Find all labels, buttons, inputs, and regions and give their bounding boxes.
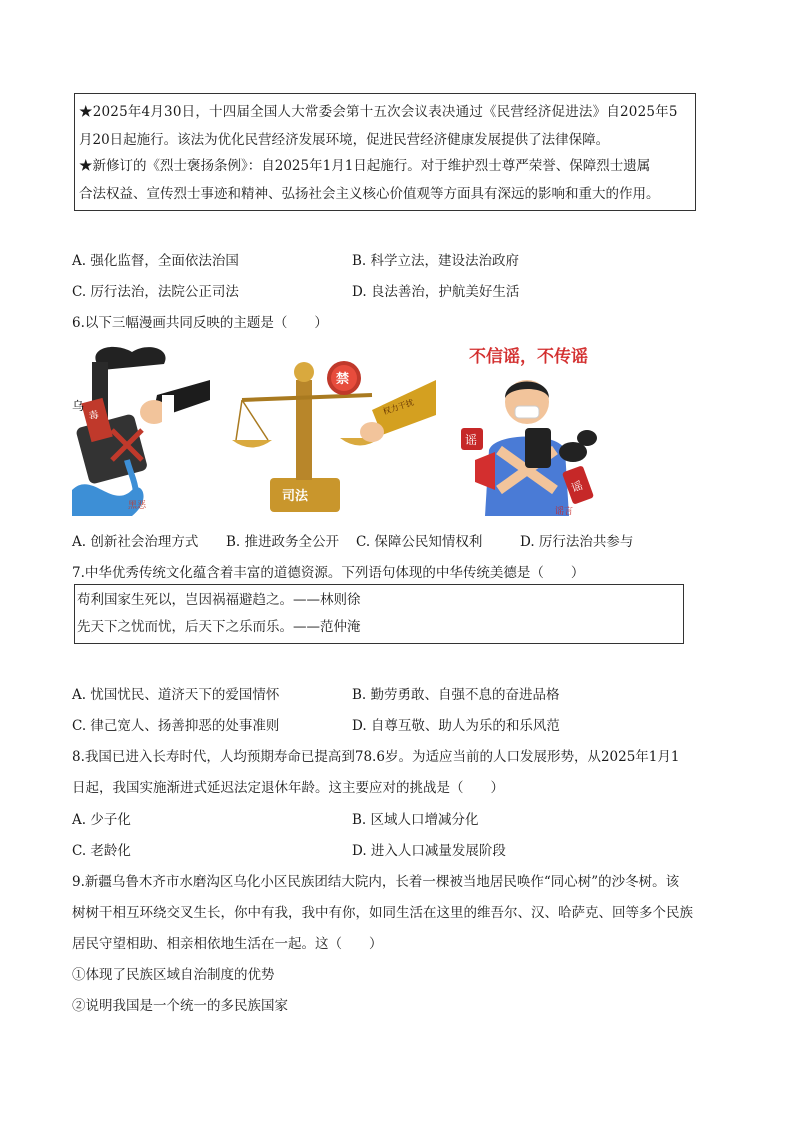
q7-stem: 7.中华优秀传统文化蕴含着丰富的道德资源。下列语句体现的中华传统美德是（ ） <box>72 565 585 581</box>
q5-material-line: 合法权益、宣传烈士事迹和精神、弘扬社会主义核心价值观等方面具有深远的影响和重大的作用。 <box>79 186 660 202</box>
q7-option-d: D. 自尊互敬、助人为乐的和乐风范 <box>352 718 560 734</box>
q5-option-d: D. 良法善治，护航美好生活 <box>352 284 520 300</box>
cartoon-justice-scale <box>232 340 436 516</box>
q8-option-b: B. 区域人口增减分化 <box>352 812 479 828</box>
q7-option-c: C. 律己宽人、扬善抑恶的处事准则 <box>72 718 280 734</box>
q9-stem-line: 居民守望相助、相亲相依地生活在一起。这（ ） <box>72 936 383 952</box>
cartoon3-label-rumors: 谣言 <box>555 507 574 516</box>
cartoon1-label-side: 乌 <box>72 399 85 413</box>
q8-option-a: A. 少子化 <box>72 812 131 828</box>
q8-stem-line: 日起，我国实施渐进式延迟法定退休年龄。这主要应对的挑战是（ ） <box>72 780 504 796</box>
cartoon2-label-power: 权力干扰 <box>381 397 416 417</box>
q5-option-a: A. 强化监督，全面依法治国 <box>72 253 239 269</box>
q8-option-d: D. 进入人口减量发展阶段 <box>352 843 506 859</box>
q5-material-box <box>74 93 696 211</box>
q8-option-c: C. 老龄化 <box>72 843 131 859</box>
q5-option-c: C. 厉行法治，法院公正司法 <box>72 284 239 300</box>
cartoon1-label-crime: 黑恶 <box>128 501 147 511</box>
q9-item: ①体现了民族区域自治制度的优势 <box>72 967 275 983</box>
q5-option-b: B. 科学立法，建设法治政府 <box>352 253 520 269</box>
cartoon1-label-poison: 毒 <box>87 409 101 423</box>
cartoon2-label-ban: 禁 <box>336 372 350 387</box>
q6-option-c: C. 保障公民知情权利 <box>356 534 483 550</box>
q5-material-line: ★2025年4月30日，十四届全国人大常委会第十五次会议表决通过《民营经济促进法》自2025年5 <box>79 104 678 120</box>
cartoon3-label-rumor: 谣 <box>465 433 478 447</box>
q7-quote-box <box>74 584 684 644</box>
q7-quote-line: 苟利国家生死以，岂因祸福避趋之。——林则徐 <box>77 592 361 608</box>
cartoon-anti-crime <box>72 340 210 516</box>
q5-material-line: 月20日起施行。该法为优化民营经济发展环境，促进民营经济健康发展提供了法律保障。 <box>79 132 610 148</box>
q5-material-line: ★新修订的《烈士褒扬条例》：自2025年1月1日起施行。对于维护烈士尊严荣誉、保障烈士遗属 <box>79 158 651 174</box>
q6-option-d: D. 厉行法治共参与 <box>520 534 634 550</box>
q6-stem: 6.以下三幅漫画共同反映的主题是（ ） <box>72 315 328 331</box>
q8-stem-line: 8.我国已进入长寿时代，人均预期寿命已提高到78.6岁。为适应当前的人口发展形势，从2025年1月1 <box>72 749 680 765</box>
q7-quote-line: 先天下之忧而忧，后天下之乐而乐。——范仲淹 <box>77 619 361 635</box>
cartoon-no-rumors <box>455 340 605 516</box>
q9-item: ②说明我国是一个统一的多民族国家 <box>72 998 288 1014</box>
cartoon3-title: 不信谣，不传谣 <box>469 347 588 367</box>
q9-stem-line: 9.新疆乌鲁木齐市水磨沟区乌化小区民族团结大院内，长着一棵被当地居民唤作“同心树”的沙冬树。该 <box>72 874 680 890</box>
q6-option-a: A. 创新社会治理方式 <box>72 534 199 550</box>
cartoon2-label-justice: 司法 <box>282 489 309 504</box>
q7-option-a: A. 忧国忧民、道济天下的爱国情怀 <box>72 687 280 703</box>
q7-option-b: B. 勤劳勇敢、自强不息的奋进品格 <box>352 687 560 703</box>
q6-option-b: B. 推进政务全公开 <box>226 534 340 550</box>
cartoon3-label-rumor2: 谣 <box>569 478 585 495</box>
q9-stem-line: 树树干相互环绕交叉生长，你中有我，我中有你，如同生活在这里的维吾尔、汉、哈萨克、回等多个民族 <box>72 905 693 921</box>
